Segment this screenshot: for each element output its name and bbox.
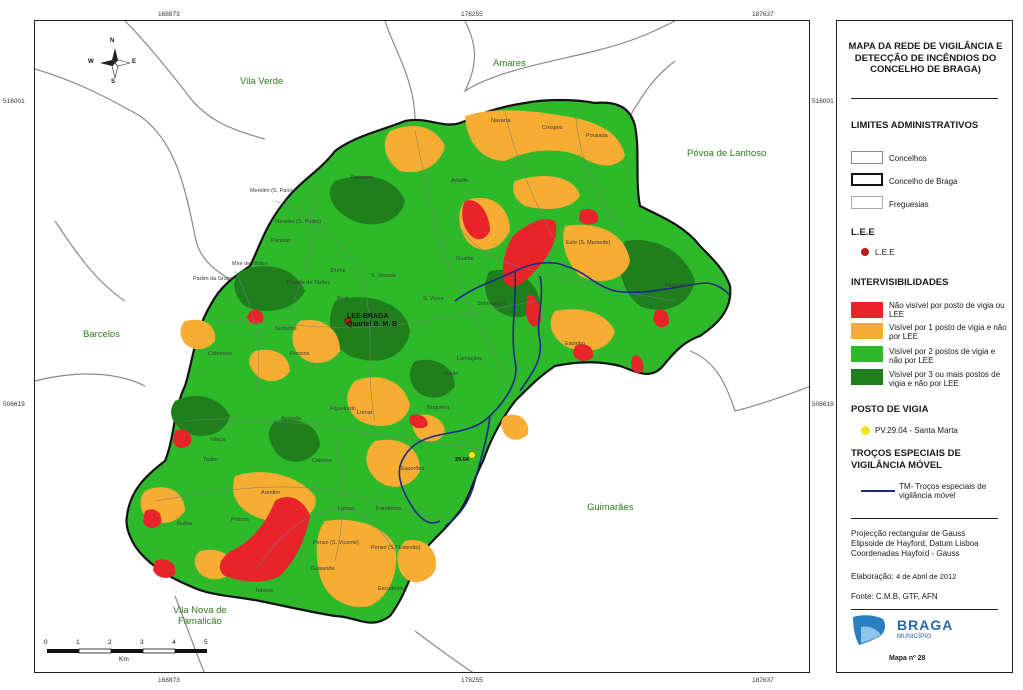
- projection-line-3: Coordenadas Hayford - Gauss: [851, 549, 960, 558]
- place-guimaraes: Guimarães: [587, 502, 634, 513]
- x-coord-bottom-2: 178255: [461, 677, 483, 684]
- freguesia-label: Aveleda: [281, 416, 301, 422]
- freguesia-label: Mire de Tibães: [232, 261, 269, 267]
- freguesia-label: Adaúfe: [451, 178, 469, 184]
- map-canvas[interactable]: [35, 21, 810, 673]
- trocos-title: TROÇOS ESPECIAIS DE VIGILÂNCIA MÓVEL: [851, 448, 961, 471]
- swatch-concelho-braga: [851, 173, 883, 186]
- intervis-label-3: Visível por 3 ou mais postos de vigia e não por LEE: [889, 370, 1001, 389]
- legend-separator: [851, 609, 998, 610]
- compass-w: W: [88, 59, 94, 65]
- trocos-label: TM- Troços especiais de vigilância móvel: [899, 482, 987, 501]
- freguesia-label: Priscos: [231, 517, 250, 523]
- freguesia-label: Panóias: [271, 238, 291, 244]
- compass-n: N: [110, 38, 115, 44]
- limits-title: LIMITES ADMINISTRATIVOS: [851, 120, 979, 131]
- legend-title: MAPA DA REDE DE VIGILÂNCIA E DETECÇÃO DE INCÊNDIOS DO CONCELHO DE BRAGA): [848, 41, 1003, 75]
- x-coord-bottom-1: 168873: [158, 677, 180, 684]
- swatch-visible-1: [851, 323, 883, 339]
- freguesia-label: Crespos: [542, 125, 563, 131]
- freguesia-label: Figueiredo: [330, 406, 356, 412]
- place-amares: Amares: [493, 58, 526, 69]
- mapa-number: Mapa nº 28: [889, 655, 926, 662]
- freguesia-label: Vilaça: [210, 437, 225, 443]
- x-coord-top-1: 168873: [158, 11, 180, 18]
- freguesia-label: Lamas: [338, 506, 355, 512]
- elab-label: Elaboração:: [851, 572, 894, 581]
- freguesia-label: Pedralva: [665, 283, 687, 289]
- lee-title: L.E.E: [851, 227, 875, 238]
- elab-date: 4 de Abril de 2012: [895, 572, 957, 581]
- scale-tick-2: 2: [108, 639, 112, 646]
- scale-tick-4: 4: [172, 639, 176, 646]
- lee-legend-label: L.E.E: [875, 248, 895, 257]
- freguesia-label: Pousada: [586, 133, 608, 139]
- legend-separator: [851, 98, 998, 99]
- scale-tick-0: 0: [44, 639, 48, 646]
- compass-s: S: [111, 79, 116, 85]
- intervis-label-1: Visível por 1 posto de vigia e não por LEE: [889, 323, 1007, 342]
- freguesia-label: Tebosa: [255, 588, 273, 594]
- freguesia-label: Dume: [331, 268, 346, 274]
- lee-dot-icon: [861, 248, 869, 256]
- place-famalicao-line1: Vila Nova de: [173, 605, 227, 616]
- compass-e: E: [132, 59, 137, 65]
- intervis-title: INTERVISIBILIDADES: [851, 277, 949, 288]
- compass-rose: [100, 48, 130, 78]
- freguesia-label: Fraião: [443, 371, 459, 377]
- legend-separator: [851, 518, 998, 519]
- vigia-marker[interactable]: [469, 452, 476, 459]
- x-coord-top-3: 187637: [752, 11, 774, 18]
- freguesia-label: Tadim: [203, 457, 218, 463]
- freguesia-label: Espinho: [565, 341, 585, 347]
- freguesia-label: Arentim: [261, 490, 280, 496]
- swatch-concelhos: [851, 151, 883, 164]
- lee-label-line2: Quartel B. M. B: [347, 321, 398, 328]
- y-coord-right-1: 516001: [812, 98, 834, 105]
- braga-concelho[interactable]: [126, 100, 730, 623]
- y-coord-right-2: 506619: [812, 401, 834, 408]
- freguesia-label: Escudeiros: [378, 586, 406, 592]
- braga-logo-icon: [851, 613, 891, 649]
- vigia-label: 29.04: [455, 457, 469, 463]
- y-coord-left-1: 516001: [3, 98, 25, 105]
- vigia-dot-icon: [861, 426, 870, 435]
- intervis-label-2: Visível por 2 postos de vigia e não por LEE: [889, 347, 996, 366]
- projection-line-2: Elipsoide de Hayford, Datum Lisboa: [851, 539, 979, 548]
- scale-tick-1: 1: [76, 639, 80, 646]
- swatch-visible-3: [851, 369, 883, 385]
- freguesia-label: Palmeira: [351, 175, 373, 181]
- intervis-label-0: Não visível por posto de vigia ou LEE: [889, 301, 1005, 320]
- place-vila-verde: Vila Verde: [240, 76, 284, 87]
- elaboracao: [851, 572, 956, 581]
- freguesia-label: Celeiros: [312, 458, 333, 464]
- scale-bar: [47, 649, 207, 653]
- freguesia-label: Nogueira: [427, 405, 450, 411]
- freguesia-label: Lomar: [357, 410, 373, 416]
- place-famalicao-line2: Famalicão: [177, 616, 222, 627]
- freguesia-label: Este (S. Mamede): [566, 240, 611, 246]
- place-povoa-lanhoso: Póvoa de Lanhoso: [687, 148, 767, 159]
- scale-tick-5: 5: [204, 639, 208, 646]
- route-line-icon: [861, 490, 895, 492]
- freguesia-label: Sobreposta: [477, 301, 506, 307]
- x-coord-bottom-3: 187637: [752, 677, 774, 684]
- posto-label: PV.29.04 - Santa Marta: [875, 426, 958, 435]
- swatch-freguesias: [851, 196, 883, 209]
- freguesia-label: Guisande: [311, 566, 335, 572]
- posto-title: POSTO DE VIGIA: [851, 404, 929, 415]
- freguesia-label: Ruilhe: [177, 521, 193, 527]
- freguesia-label: Padim da Graça: [193, 276, 233, 282]
- freguesia-label: Merelim (S. Paio): [250, 188, 293, 194]
- freguesia-label: Penso (S. Vicente): [313, 540, 359, 546]
- freguesia-label: Penso (S.ª Estevão): [371, 545, 421, 551]
- y-coord-left-2: 506619: [3, 401, 25, 408]
- freguesia-label: S. Victor: [423, 296, 444, 302]
- freguesia-label: Parada de Tibães: [287, 280, 331, 286]
- place-famalicao: [173, 605, 227, 627]
- projection-line-1: Projecção rectangular de Gauss: [851, 529, 966, 538]
- logo-name: BRAGA: [897, 617, 954, 633]
- freguesia-label: Trandeiras: [375, 506, 402, 512]
- map-frame[interactable]: [34, 20, 810, 673]
- freguesia-label: Gualtar: [456, 256, 475, 262]
- limit-label-concelhos: Concelhos: [889, 154, 927, 163]
- x-coord-top-2: 178255: [461, 11, 483, 18]
- limit-label-freguesias: Freguesias: [889, 200, 929, 209]
- freguesia-label: Cabreiros: [208, 351, 232, 357]
- freguesia-label: Frossos: [290, 351, 310, 357]
- fonte: Fonte: C.M.B, GTF, AFN: [851, 592, 938, 601]
- freguesia-label: Real: [337, 296, 349, 302]
- swatch-visible-2: [851, 346, 883, 362]
- scale-unit: Km: [119, 656, 129, 663]
- limit-label-braga: Concelho de Braga: [889, 177, 958, 186]
- freguesia-label: Navarra: [491, 118, 511, 124]
- place-barcelos: Barcelos: [83, 329, 120, 340]
- lee-label-line1: LEE-BRAGA: [347, 313, 389, 320]
- scale-tick-3: 3: [140, 639, 144, 646]
- freguesia-label: Lamaçães: [457, 356, 483, 362]
- freguesia-label: Semelhe: [275, 326, 297, 332]
- swatch-not-visible: [851, 302, 883, 318]
- legend-panel: [836, 20, 1013, 673]
- freguesia-label: Esporões: [401, 466, 425, 472]
- logo-sub: MUNICÍPIO: [897, 633, 932, 640]
- freguesia-label: S. Vicente: [371, 273, 396, 279]
- lee-label: [347, 313, 397, 329]
- freguesia-label: Merelim (S. Pedro): [275, 219, 322, 225]
